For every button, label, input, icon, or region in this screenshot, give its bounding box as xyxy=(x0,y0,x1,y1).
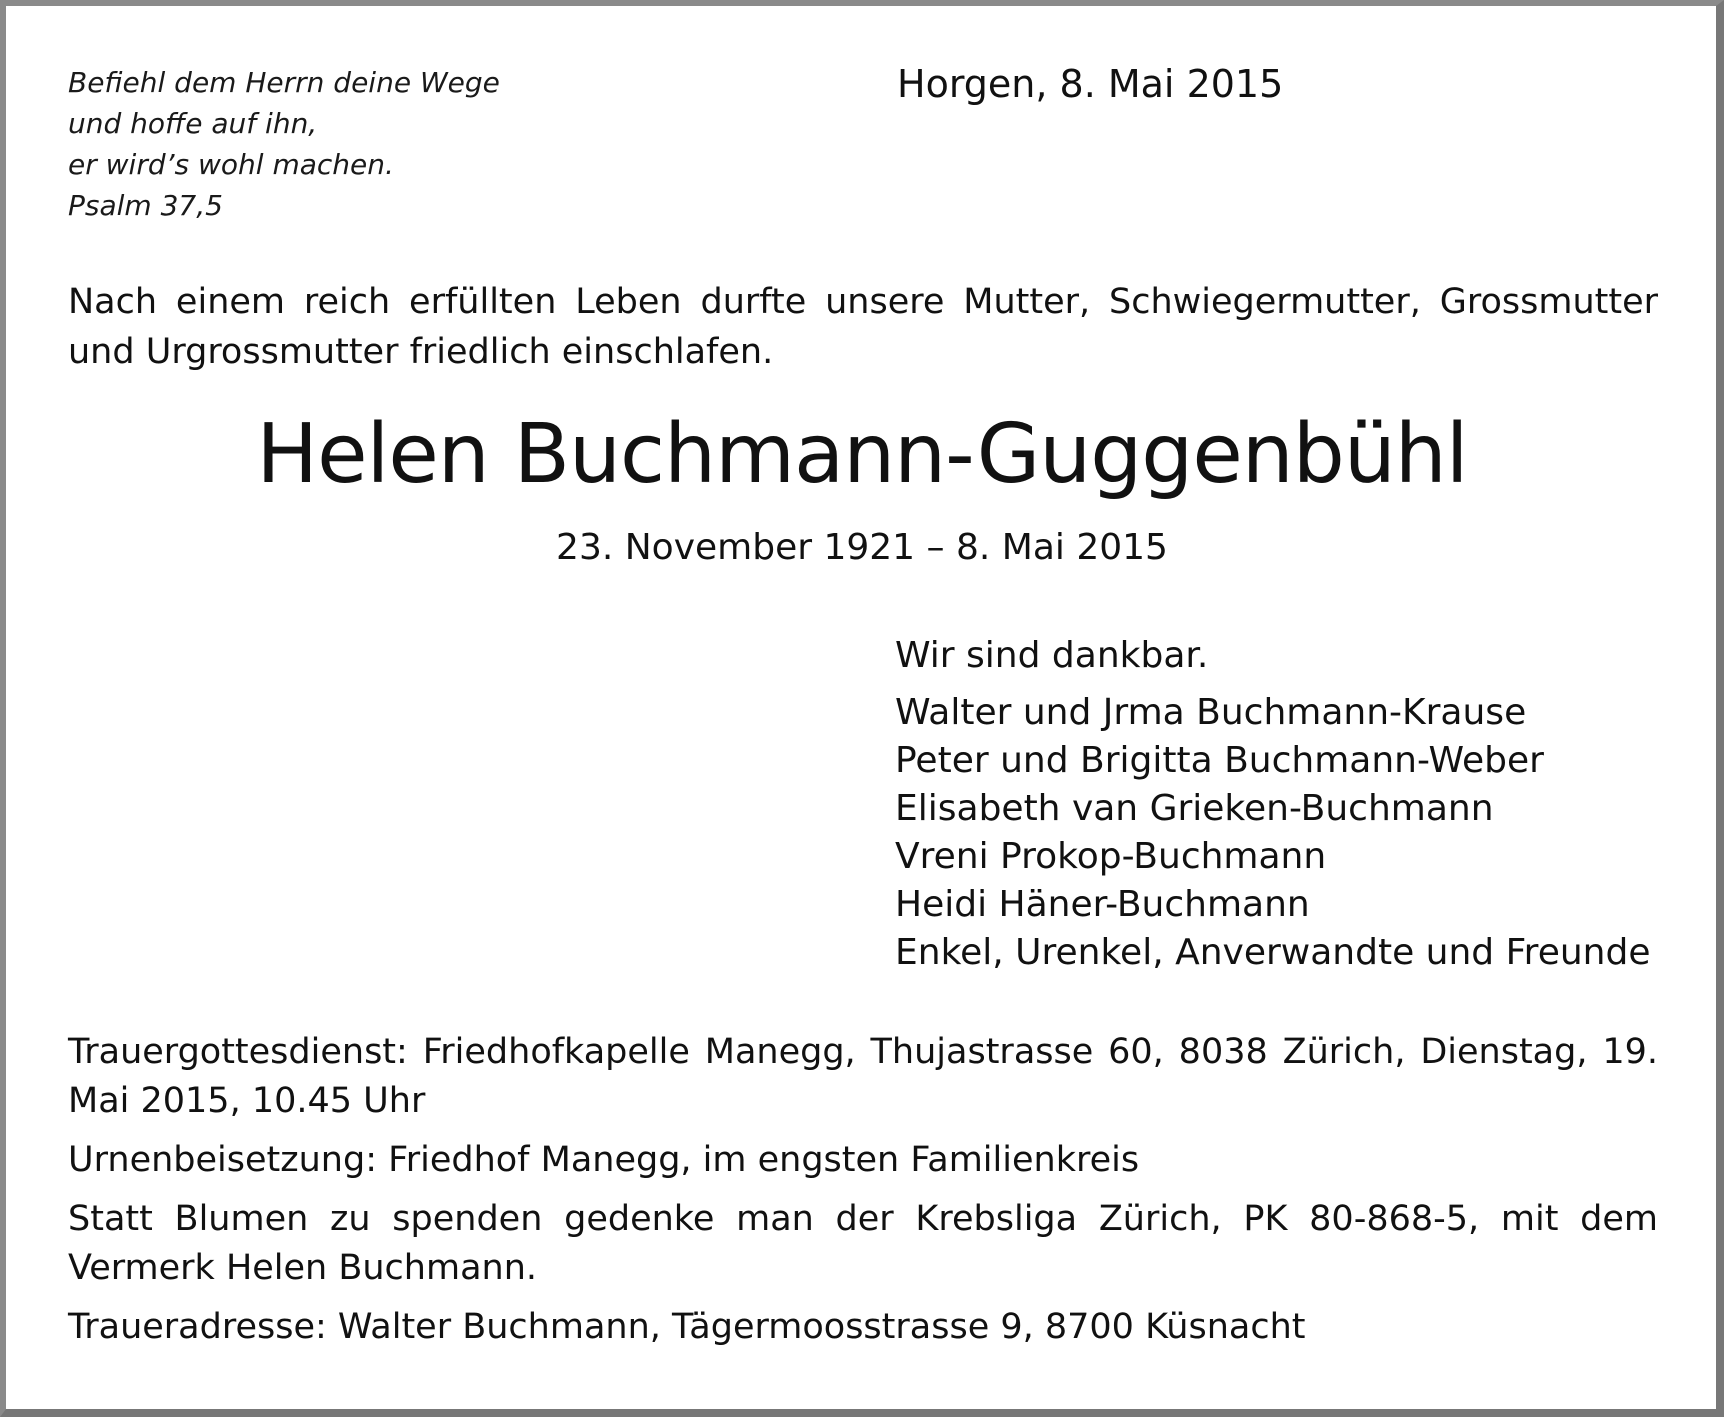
family-member: Vreni Prokop-Buchmann xyxy=(895,836,1327,877)
mourning-address: Traueradresse: Walter Buchmann, Tägermoosstrasse 9, 8700 Küsnacht xyxy=(68,1307,1306,1347)
burial-info: Urnenbeisetzung: Friedhof Manegg, im engsten Familienkreis xyxy=(68,1140,1140,1180)
psalm-line: Befiehl dem Herrn deine Wege xyxy=(68,66,500,99)
psalm-line: er wird’s wohl machen. xyxy=(68,148,394,181)
donation-info: Statt Blumen zu spenden gedenke man der Krebsliga Zürich, PK 80-868-5, mit dem Vermerk Helen Buchmann. xyxy=(68,1199,1658,1288)
funeral-details xyxy=(68,1028,1658,1362)
place-date: Horgen, 8. Mai 2015 xyxy=(897,62,1284,106)
psalm-reference: Psalm 37,5 xyxy=(68,189,223,222)
family-member: Enkel, Urenkel, Anverwandte und Freunde xyxy=(895,932,1651,973)
family-member: Heidi Häner-Buchmann xyxy=(895,884,1310,925)
deceased-name: Helen Buchmann-Guggenbühl xyxy=(256,407,1468,502)
psalm-line: und hoffe auf ihn, xyxy=(68,107,318,140)
intro-text: Nach einem reich erfüllten Leben durfte unsere Mutter, Schwiegermutter, Grossmutter und Urgrossmutter friedlich einschlafen. xyxy=(68,282,1658,372)
psalm-quote xyxy=(68,62,500,226)
lifespan-dates: 23. November 1921 – 8. Mai 2015 xyxy=(556,527,1168,568)
family-member: Peter und Brigitta Buchmann-Weber xyxy=(895,740,1544,781)
family-list xyxy=(895,632,1650,977)
family-member: Walter und Jrma Buchmann-Krause xyxy=(895,692,1527,733)
thanks-line: Wir sind dankbar. xyxy=(895,635,1209,676)
service-info: Trauergottesdienst: Friedhofkapelle Manegg, Thujastrasse 60, 8038 Zürich, Dienstag, 19. Mai 2015, 10.45 Uhr xyxy=(68,1032,1658,1121)
family-member: Elisabeth van Grieken-Buchmann xyxy=(895,788,1494,829)
